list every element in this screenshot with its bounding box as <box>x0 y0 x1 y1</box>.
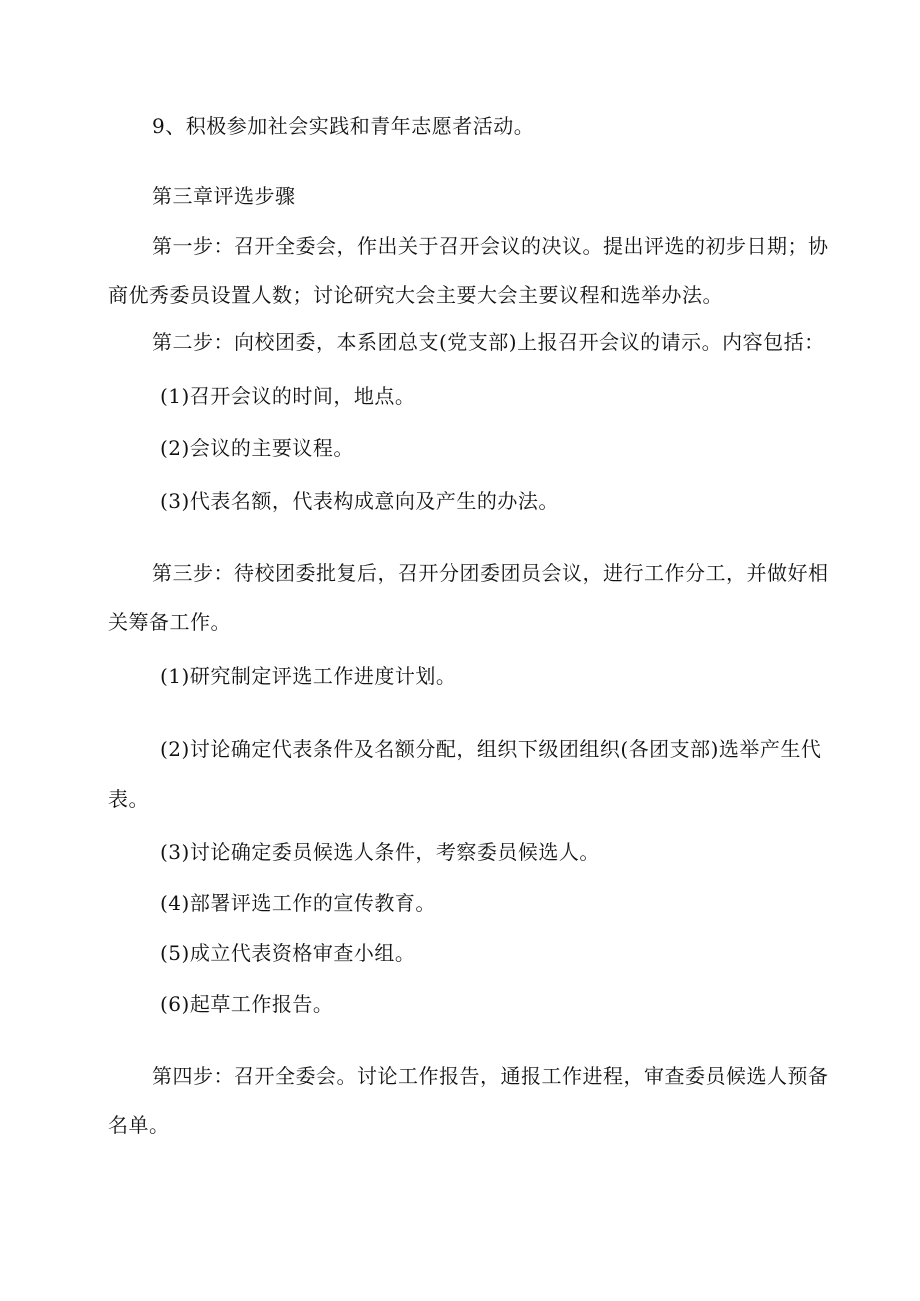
step-4-paragraph: 第四步：召开全委会。讨论工作报告，通报工作进程，审查委员候选人预备 <box>152 1064 829 1088</box>
step-3-item-3: (3)讨论确定委员候选人条件，考察委员候选人。 <box>160 840 600 864</box>
step-2-paragraph: 第二步：向校团委，本系团总支(党支部)上报召开会议的请示。内容包括： <box>152 330 825 354</box>
chapter-heading: 第三章评选步骤 <box>152 184 296 208</box>
step-3-item-2-cont: 表。 <box>108 787 149 811</box>
step-1-paragraph: 第一步：召开全委会，作出关于召开会议的决议。提出评选的初步日期；协 <box>152 234 829 258</box>
step-1-paragraph-cont: 商优秀委员设置人数；讨论研究大会主要大会主要议程和选举办法。 <box>108 283 723 307</box>
step-3-item-5: (5)成立代表资格审查小组。 <box>160 941 416 965</box>
step-2-item-2: (2)会议的主要议程。 <box>160 436 354 460</box>
step-2-item-3: (3)代表名额，代表构成意向及产生的办法。 <box>160 489 559 513</box>
step-3-paragraph: 第三步：待校团委批复后，召开分团委团员会议，进行工作分工，并做好相 <box>152 561 829 585</box>
list-item-9: 9、积极参加社会实践和青年志愿者活动。 <box>152 114 535 138</box>
step-3-item-1: (1)研究制定评选工作进度计划。 <box>160 664 457 688</box>
step-4-paragraph-cont: 名单。 <box>108 1113 170 1137</box>
step-3-item-6: (6)起草工作报告。 <box>160 992 334 1016</box>
step-3-paragraph-cont: 关筹备工作。 <box>108 610 231 634</box>
step-3-item-2: (2)讨论确定代表条件及名额分配，组织下级团组织(各团支部)选举产生代 <box>160 737 822 761</box>
step-3-item-4: (4)部署评选工作的宣传教育。 <box>160 891 436 915</box>
step-2-item-1: (1)召开会议的时间，地点。 <box>160 384 416 408</box>
